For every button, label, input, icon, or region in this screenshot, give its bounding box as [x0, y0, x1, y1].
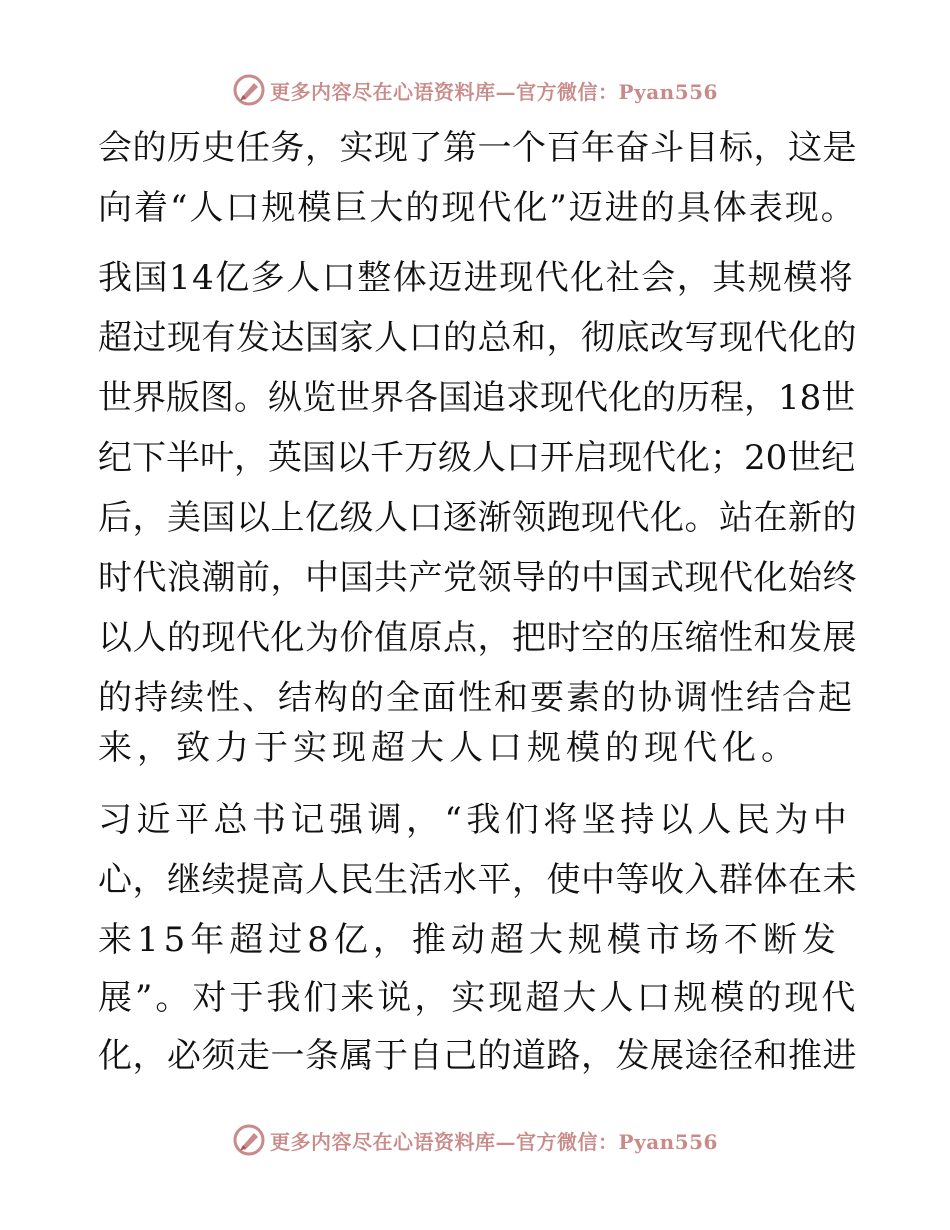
header-banner-text: 更多内容尽在心语资料库—官方微信：Pyan556: [270, 79, 718, 104]
text-line: 会的历史任务，实现了第一个百年奋斗目标，这是: [98, 128, 857, 168]
header-watermark-banner: [0, 70, 950, 110]
text-line: 心，继续提高人民生活水平，使中等收入群体在未: [98, 860, 857, 900]
text-line: 世界版图。纵览世界各国追求现代化的历程，18世: [98, 378, 856, 418]
footer-watermark-banner: [0, 1120, 950, 1160]
text-line: 化，必须走一条属于自己的道路，发展途径和推进: [98, 1036, 857, 1076]
text-line: 以人的现代化为价值原点，把时空的压缩性和发展: [98, 618, 857, 658]
text-line: 的持续性、结构的全面性和要素的协调性结合起: [98, 678, 854, 718]
pen-logo-icon: [232, 73, 266, 107]
text-line: 来，致力于实现超大人口规模的现代化。: [98, 728, 800, 768]
text-line: 超过现有发达国家人口的总和，彻底改写现代化的: [98, 318, 857, 358]
text-line: 向着“人口规模巨大的现代化”迈进的具体表现。: [98, 188, 857, 228]
pen-logo-icon: [232, 1123, 266, 1157]
text-line: 习近平总书记强调，“我们将坚持以人民为中: [98, 800, 852, 840]
text-line: 纪下半叶，英国以千万级人口开启现代化；20世纪: [98, 438, 856, 478]
text-line: 时代浪潮前，中国共产党领导的中国式现代化始终: [98, 558, 857, 598]
footer-banner-text: 更多内容尽在心语资料库—官方微信：Pyan556: [270, 1129, 718, 1154]
text-line: 我国14亿多人口整体迈进现代化社会，其规模将: [98, 258, 855, 298]
text-line: 后，美国以上亿级人口逐渐领跑现代化。站在新的: [98, 498, 857, 538]
text-line: 展”。对于我们来说，实现超大人口规模的现代: [98, 978, 859, 1018]
text-line: 来15年超过8亿，推动超大规模市场不断发: [98, 920, 841, 960]
